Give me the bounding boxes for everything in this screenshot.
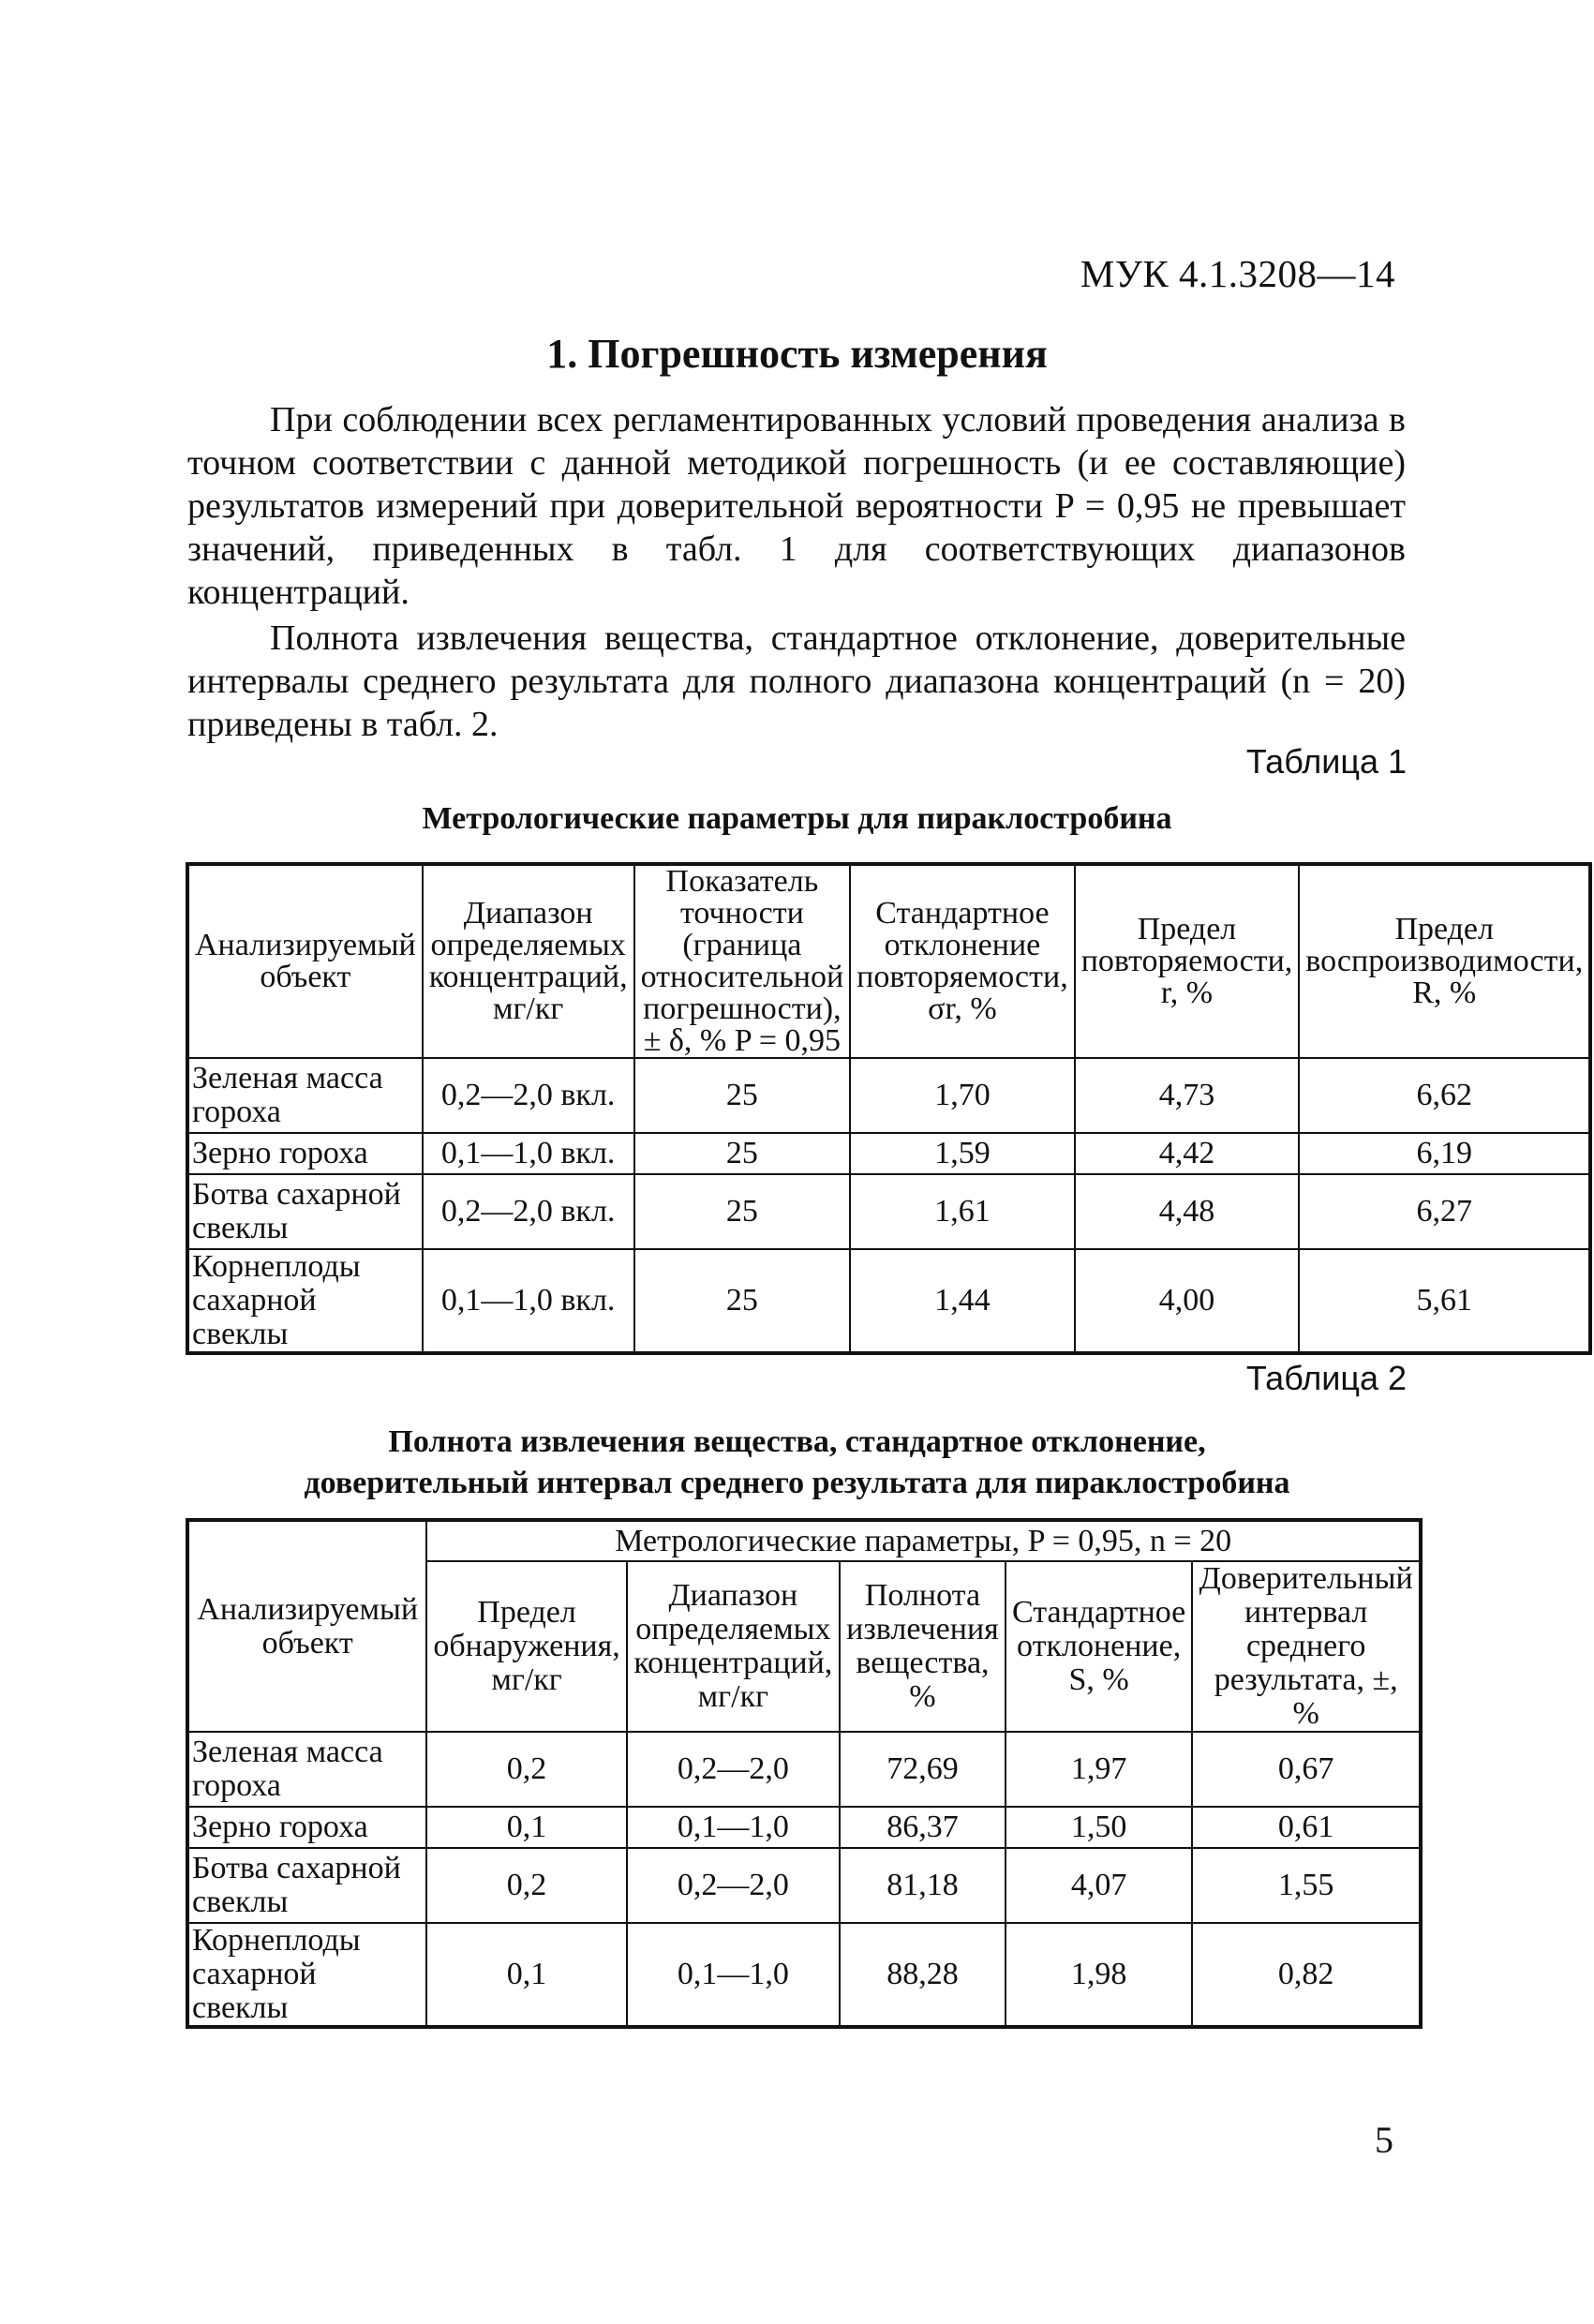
table-2-caption-line-1: Полнота извлечения вещества, стандартное отклонение, — [388, 1424, 1206, 1459]
table-row — [187, 1249, 1590, 1353]
paragraph-1-text: При соблюдении всех регламентированных условий проведения анализа в точном соответствии с данной методикой погрешность (и ее составляющие) результатов измерений при доверительной вероятности P = 0,95 не превышает значений, приведенных в табл. 1 для соответствующих диапазонов концентраций. — [187, 400, 1406, 612]
table-cell: 6,62 — [1299, 1058, 1590, 1133]
table-1-header-cell: Стандартное отклонение повторяемости, σr, % — [850, 864, 1075, 1058]
table-cell: 4,00 — [1075, 1249, 1300, 1353]
table-cell: Зеленая масса гороха — [187, 1732, 426, 1807]
table-cell: 0,2—2,0 вкл. — [423, 1058, 634, 1133]
table-cell: 0,1—1,0 — [627, 1923, 840, 2027]
table-cell: 25 — [634, 1133, 851, 1174]
table-cell: 1,70 — [850, 1058, 1075, 1133]
table-cell: 25 — [634, 1249, 851, 1353]
table-cell: 1,44 — [850, 1249, 1075, 1353]
table-cell: 1,59 — [850, 1133, 1075, 1174]
table-1 — [186, 862, 1592, 1355]
table-cell: 4,42 — [1075, 1133, 1300, 1174]
table-cell: Корнеплоды сахарной свеклы — [187, 1923, 426, 2027]
page-number: 5 — [1375, 2119, 1393, 2161]
table-row — [187, 1174, 1590, 1249]
document-code: МУК 4.1.3208—14 — [1080, 252, 1395, 295]
table-cell: 4,73 — [1075, 1058, 1300, 1133]
table-row — [187, 1807, 1421, 1848]
table-cell: 1,98 — [1006, 1923, 1192, 2027]
table-1-header-cell: Предел воспроизводимости, R, % — [1299, 864, 1590, 1058]
table-1-header-cell: Предел повторяемости, r, % — [1075, 864, 1300, 1058]
table-cell: 0,1—1,0 вкл. — [423, 1133, 634, 1174]
table-cell: 0,2 — [426, 1848, 626, 1923]
table-cell: 0,67 — [1192, 1732, 1421, 1807]
table-cell: 0,2—2,0 вкл. — [423, 1174, 634, 1249]
table-cell: 1,61 — [850, 1174, 1075, 1249]
table-cell: 6,19 — [1299, 1133, 1590, 1174]
table-1-header-cell: Диапазон определяемых концентраций, мг/кг — [423, 864, 634, 1058]
table-cell: 1,50 — [1006, 1807, 1192, 1848]
table-2-group-header-row — [187, 1520, 1421, 1561]
table-2-header-cell: Стандартное отклонение, S, % — [1006, 1561, 1192, 1732]
table-2-caption — [0, 1422, 1594, 1504]
table-2-header-cell: Доверительный интервал среднего результата, ±, % — [1192, 1561, 1421, 1732]
table-cell: 0,2—2,0 — [627, 1848, 840, 1923]
table-1-header-row — [187, 864, 1590, 1058]
table-cell: 5,61 — [1299, 1249, 1590, 1353]
table-cell: Ботва сахарной свеклы — [187, 1174, 423, 1249]
table-cell: 0,82 — [1192, 1923, 1421, 2027]
table-2-header-cell: Полнота извлечения вещества, % — [840, 1561, 1006, 1732]
table-cell: Зерно гороха — [187, 1133, 423, 1174]
table-1-label: Таблица 1 — [1245, 742, 1407, 781]
table-cell: Ботва сахарной свеклы — [187, 1848, 426, 1923]
section-title: 1. Погрешность измерения — [546, 331, 1048, 377]
table-1-header-cell: Анализируемый объект — [187, 864, 423, 1058]
table-2-label: Таблица 2 — [1245, 1359, 1407, 1397]
table-1-caption: Метрологические параметры для пираклостробина — [422, 801, 1172, 836]
table-row — [187, 1058, 1590, 1133]
table-cell: 0,2—2,0 — [627, 1732, 840, 1807]
table-cell: Корнеплоды сахарной свеклы — [187, 1249, 423, 1353]
table-cell: 0,2 — [426, 1732, 626, 1807]
table-cell: 25 — [634, 1058, 851, 1133]
table-cell: 0,1—1,0 — [627, 1807, 840, 1848]
paragraph-2-text: Полнота извлечения вещества, стандартное отклонение, доверительные интервалы среднего результата для полного диапазона концентраций (n = 20) приведены в табл. 2. — [187, 618, 1406, 744]
table-cell: 72,69 — [840, 1732, 1006, 1807]
table-cell: 0,61 — [1192, 1807, 1421, 1848]
paragraph-2 — [187, 617, 1406, 746]
table-2-caption-line-2: доверительный интервал среднего результата для пираклостробина — [304, 1466, 1290, 1500]
table-cell: 4,07 — [1006, 1848, 1192, 1923]
table-cell: 0,1 — [426, 1807, 626, 1848]
paragraph-1 — [187, 398, 1406, 614]
table-2-group-header: Метрологические параметры, P = 0,95, n = 20 — [426, 1520, 1421, 1561]
table-cell: 1,55 — [1192, 1848, 1421, 1923]
table-cell: Зеленая масса гороха — [187, 1058, 423, 1133]
table-cell: 25 — [634, 1174, 851, 1249]
table-cell: 86,37 — [840, 1807, 1006, 1848]
table-row — [187, 1732, 1421, 1807]
table-row — [187, 1848, 1421, 1923]
table-2 — [186, 1518, 1423, 2029]
table-cell: 6,27 — [1299, 1174, 1590, 1249]
table-1-header-cell: Показатель точности (граница относительной погрешности), ± δ, % P = 0,95 — [634, 864, 851, 1058]
table-row — [187, 1133, 1590, 1174]
table-2-object-header: Анализируемый объект — [187, 1520, 426, 1732]
table-cell: 88,28 — [840, 1923, 1006, 2027]
table-2-header-cell: Диапазон определяемых концентраций, мг/кг — [627, 1561, 840, 1732]
table-cell: Зерно гороха — [187, 1807, 426, 1848]
table-cell: 0,1 — [426, 1923, 626, 2027]
table-cell: 1,97 — [1006, 1732, 1192, 1807]
table-row — [187, 1923, 1421, 2027]
table-2-header-cell: Предел обнаружения, мг/кг — [426, 1561, 626, 1732]
table-cell: 81,18 — [840, 1848, 1006, 1923]
table-cell: 0,1—1,0 вкл. — [423, 1249, 634, 1353]
table-cell: 4,48 — [1075, 1174, 1300, 1249]
